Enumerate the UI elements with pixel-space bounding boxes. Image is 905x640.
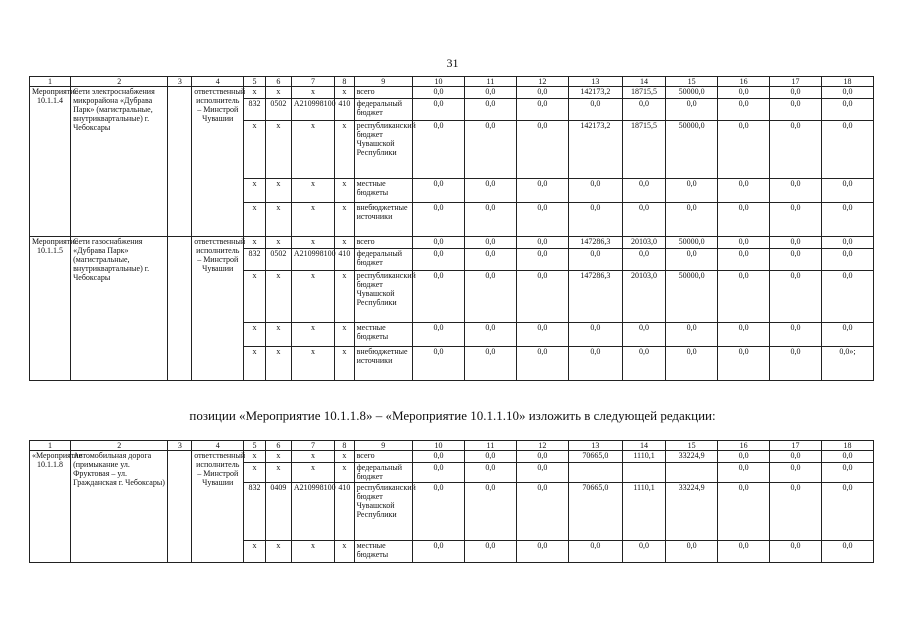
value-cell: 0,0 — [413, 121, 465, 179]
value-cell: 0,0 — [413, 249, 465, 271]
code-cell: x — [244, 87, 266, 99]
table-row — [30, 87, 874, 99]
code-cell: x — [291, 237, 334, 249]
table-row — [30, 237, 874, 249]
value-cell: 0,0 — [770, 179, 822, 203]
value-cell: 0,0 — [622, 347, 665, 381]
value-cell: 0,0 — [822, 99, 874, 121]
code-cell: x — [291, 463, 334, 483]
header-cell: 2 — [71, 441, 168, 451]
code-cell: x — [291, 323, 334, 347]
value-cell: 0,0 — [413, 463, 465, 483]
value-cell: 0,0 — [568, 179, 622, 203]
source-cell: местные бюджеты — [354, 541, 412, 563]
value-cell: 0,0 — [516, 179, 568, 203]
header-cell: 3 — [168, 441, 192, 451]
value-cell: 0,0 — [770, 203, 822, 237]
code-cell: x — [265, 203, 291, 237]
value-cell: 0,0 — [718, 249, 770, 271]
value-cell — [568, 463, 622, 483]
header-cell: 6 — [265, 77, 291, 87]
source-cell: всего — [354, 87, 412, 99]
budget-table-1 — [29, 76, 874, 381]
code-cell: x — [244, 347, 266, 381]
header-cell: 15 — [666, 77, 718, 87]
value-cell: 0,0 — [568, 99, 622, 121]
value-cell: 0,0 — [718, 121, 770, 179]
value-cell: 0,0 — [770, 121, 822, 179]
value-cell: 18715,5 — [622, 87, 665, 99]
budget-table-2 — [29, 440, 874, 563]
value-cell: 0,0 — [413, 451, 465, 463]
value-cell: 0,0 — [718, 323, 770, 347]
source-cell: внебюджетные источники — [354, 347, 412, 381]
value-cell: 0,0 — [516, 87, 568, 99]
value-cell: 1110,1 — [622, 451, 665, 463]
header-cell: 17 — [770, 77, 822, 87]
header-cell: 5 — [244, 441, 266, 451]
code-cell: A210998100 — [291, 249, 334, 271]
value-cell: 0,0 — [464, 451, 516, 463]
value-cell: 0,0 — [666, 179, 718, 203]
code-cell: x — [291, 541, 334, 563]
code-cell: x — [244, 271, 266, 323]
code-cell: 0502 — [265, 99, 291, 121]
source-cell: внебюджетные источники — [354, 203, 412, 237]
value-cell: 0,0 — [622, 179, 665, 203]
code-cell: x — [291, 179, 334, 203]
value-cell: 0,0»; — [822, 347, 874, 381]
code-cell: x — [291, 87, 334, 99]
value-cell: 0,0 — [718, 271, 770, 323]
code-cell: 0409 — [265, 483, 291, 541]
code-cell: x — [335, 541, 354, 563]
value-cell: 0,0 — [822, 463, 874, 483]
header-cell: 16 — [718, 77, 770, 87]
source-cell: федеральный бюджет — [354, 99, 412, 121]
code-cell: x — [244, 121, 266, 179]
value-cell: 0,0 — [516, 451, 568, 463]
header-cell: 3 — [168, 77, 192, 87]
value-cell: 147286,3 — [568, 271, 622, 323]
code-cell: x — [265, 179, 291, 203]
code-cell: x — [244, 179, 266, 203]
header-cell: 7 — [291, 77, 334, 87]
responsible-cell: ответственный исполнитель – Минстрой Чувашии — [192, 87, 244, 237]
value-cell: 0,0 — [568, 541, 622, 563]
value-cell: 0,0 — [770, 451, 822, 463]
code-cell: x — [244, 541, 266, 563]
code-cell: A210998100 — [291, 483, 334, 541]
header-cell: 9 — [354, 77, 412, 87]
header-cell: 9 — [354, 441, 412, 451]
value-cell: 33224,9 — [666, 483, 718, 541]
header-cell: 18 — [822, 77, 874, 87]
value-cell: 0,0 — [516, 483, 568, 541]
value-cell: 50000,0 — [666, 121, 718, 179]
empty-cell — [168, 237, 192, 381]
value-cell: 50000,0 — [666, 237, 718, 249]
empty-cell — [168, 87, 192, 237]
value-cell: 0,0 — [464, 87, 516, 99]
table-row — [30, 451, 874, 463]
value-cell — [666, 463, 718, 483]
value-cell: 0,0 — [622, 541, 665, 563]
value-cell: 0,0 — [770, 99, 822, 121]
value-cell: 0,0 — [718, 483, 770, 541]
code-cell: x — [335, 271, 354, 323]
value-cell: 0,0 — [464, 249, 516, 271]
value-cell: 0,0 — [516, 121, 568, 179]
value-cell: 0,0 — [413, 179, 465, 203]
value-cell: 0,0 — [822, 271, 874, 323]
code-cell: x — [291, 451, 334, 463]
value-cell: 0,0 — [718, 451, 770, 463]
measure-cell: Мероприятие 10.1.1.4 — [30, 87, 71, 237]
header-cell: 4 — [192, 77, 244, 87]
value-cell: 0,0 — [568, 249, 622, 271]
value-cell: 0,0 — [718, 463, 770, 483]
value-cell: 0,0 — [413, 347, 465, 381]
value-cell: 20103,0 — [622, 271, 665, 323]
code-cell: x — [335, 347, 354, 381]
value-cell: 0,0 — [770, 483, 822, 541]
header-cell: 12 — [516, 77, 568, 87]
value-cell: 0,0 — [822, 249, 874, 271]
value-cell: 1110,1 — [622, 483, 665, 541]
header-cell: 2 — [71, 77, 168, 87]
value-cell: 0,0 — [718, 87, 770, 99]
source-cell: республиканский бюджет Чувашской Республики — [354, 121, 412, 179]
header-cell: 14 — [622, 441, 665, 451]
header-cell: 12 — [516, 441, 568, 451]
value-cell: 0,0 — [413, 271, 465, 323]
code-cell: 832 — [244, 249, 266, 271]
header-cell: 13 — [568, 77, 622, 87]
value-cell: 0,0 — [666, 99, 718, 121]
header-cell: 1 — [30, 77, 71, 87]
value-cell: 33224,9 — [666, 451, 718, 463]
code-cell: x — [265, 463, 291, 483]
value-cell: 50000,0 — [666, 271, 718, 323]
value-cell: 0,0 — [770, 249, 822, 271]
code-cell: x — [335, 463, 354, 483]
value-cell: 0,0 — [718, 347, 770, 381]
value-cell: 0,0 — [568, 323, 622, 347]
code-cell: 832 — [244, 483, 266, 541]
value-cell: 0,0 — [516, 271, 568, 323]
code-cell: x — [265, 121, 291, 179]
code-cell: 410 — [335, 483, 354, 541]
code-cell: x — [244, 203, 266, 237]
code-cell: x — [291, 121, 334, 179]
code-cell: x — [244, 323, 266, 347]
value-cell: 18715,5 — [622, 121, 665, 179]
code-cell: x — [265, 87, 291, 99]
source-cell: местные бюджеты — [354, 323, 412, 347]
value-cell: 0,0 — [516, 541, 568, 563]
value-cell: 0,0 — [568, 203, 622, 237]
value-cell: 0,0 — [718, 541, 770, 563]
code-cell: x — [265, 323, 291, 347]
value-cell: 0,0 — [666, 249, 718, 271]
header-cell: 13 — [568, 441, 622, 451]
header-cell: 6 — [265, 441, 291, 451]
header-row — [30, 77, 874, 87]
value-cell: 0,0 — [464, 323, 516, 347]
value-cell: 142173,2 — [568, 121, 622, 179]
header-cell: 1 — [30, 441, 71, 451]
value-cell: 0,0 — [822, 237, 874, 249]
code-cell: x — [265, 237, 291, 249]
value-cell: 0,0 — [770, 87, 822, 99]
value-cell: 0,0 — [622, 323, 665, 347]
value-cell: 0,0 — [822, 87, 874, 99]
value-cell: 0,0 — [516, 463, 568, 483]
source-cell: республиканский бюджет Чувашской Республики — [354, 483, 412, 541]
value-cell: 0,0 — [413, 99, 465, 121]
code-cell: x — [265, 451, 291, 463]
value-cell: 0,0 — [718, 203, 770, 237]
code-cell: x — [244, 463, 266, 483]
value-cell: 0,0 — [770, 463, 822, 483]
value-cell: 0,0 — [822, 483, 874, 541]
value-cell: 0,0 — [718, 237, 770, 249]
value-cell: 0,0 — [822, 541, 874, 563]
header-cell: 18 — [822, 441, 874, 451]
value-cell: 0,0 — [622, 249, 665, 271]
value-cell: 20103,0 — [622, 237, 665, 249]
source-cell: всего — [354, 237, 412, 249]
value-cell: 0,0 — [413, 483, 465, 541]
value-cell: 0,0 — [464, 121, 516, 179]
value-cell: 0,0 — [718, 99, 770, 121]
code-cell: x — [335, 121, 354, 179]
value-cell: 0,0 — [464, 99, 516, 121]
code-cell: x — [291, 347, 334, 381]
code-cell: 832 — [244, 99, 266, 121]
code-cell: x — [265, 347, 291, 381]
value-cell: 0,0 — [666, 323, 718, 347]
value-cell: 50000,0 — [666, 87, 718, 99]
header-cell: 15 — [666, 441, 718, 451]
value-cell: 0,0 — [516, 237, 568, 249]
value-cell: 0,0 — [516, 249, 568, 271]
value-cell: 0,0 — [464, 541, 516, 563]
value-cell: 0,0 — [622, 99, 665, 121]
header-cell: 14 — [622, 77, 665, 87]
code-cell: 0502 — [265, 249, 291, 271]
code-cell: x — [291, 271, 334, 323]
code-cell: x — [265, 271, 291, 323]
responsible-cell: ответственный исполнитель – Минстрой Чувашии — [192, 237, 244, 381]
header-cell: 11 — [464, 441, 516, 451]
source-cell: местные бюджеты — [354, 179, 412, 203]
code-cell: A210998100 — [291, 99, 334, 121]
header-cell: 8 — [335, 441, 354, 451]
code-cell: x — [291, 203, 334, 237]
measure-cell: Мероприятие 10.1.1.5 — [30, 237, 71, 381]
code-cell: x — [335, 323, 354, 347]
value-cell: 0,0 — [464, 483, 516, 541]
value-cell: 0,0 — [666, 347, 718, 381]
measure-cell: «Мероприятие 10.1.1.8 — [30, 451, 71, 563]
code-cell: x — [335, 87, 354, 99]
header-cell: 17 — [770, 441, 822, 451]
code-cell: x — [244, 451, 266, 463]
header-cell: 7 — [291, 441, 334, 451]
source-cell: республиканский бюджет Чувашской Республики — [354, 271, 412, 323]
object-cell: Автомобильная дорога (примыкание ул. Фруктовая – ул. Гражданская г. Чебоксары) — [71, 451, 168, 563]
code-cell: x — [335, 179, 354, 203]
value-cell: 0,0 — [770, 541, 822, 563]
header-row — [30, 441, 874, 451]
value-cell: 0,0 — [770, 237, 822, 249]
value-cell: 0,0 — [666, 203, 718, 237]
value-cell: 0,0 — [822, 451, 874, 463]
value-cell — [622, 463, 665, 483]
value-cell: 0,0 — [464, 463, 516, 483]
code-cell: 410 — [335, 249, 354, 271]
responsible-cell: ответственный исполнитель – Минстрой Чувашии — [192, 451, 244, 563]
header-cell: 11 — [464, 77, 516, 87]
code-cell: x — [265, 541, 291, 563]
header-cell: 4 — [192, 441, 244, 451]
value-cell: 0,0 — [413, 203, 465, 237]
value-cell: 70665,0 — [568, 483, 622, 541]
value-cell: 0,0 — [464, 203, 516, 237]
source-cell: федеральный бюджет — [354, 463, 412, 483]
value-cell: 0,0 — [718, 179, 770, 203]
object-cell: Сети газоснабжения «Дубрава Парк» (магистральные, внутриквартальные) г. Чебоксары — [71, 237, 168, 381]
value-cell: 0,0 — [516, 347, 568, 381]
value-cell: 0,0 — [413, 541, 465, 563]
page-number: 31 — [446, 56, 459, 70]
value-cell: 0,0 — [413, 237, 465, 249]
value-cell: 0,0 — [770, 323, 822, 347]
value-cell: 0,0 — [413, 323, 465, 347]
value-cell: 0,0 — [413, 87, 465, 99]
header-cell: 5 — [244, 77, 266, 87]
value-cell: 0,0 — [822, 323, 874, 347]
value-cell: 0,0 — [516, 99, 568, 121]
value-cell: 70665,0 — [568, 451, 622, 463]
value-cell: 0,0 — [516, 323, 568, 347]
value-cell: 0,0 — [516, 203, 568, 237]
header-cell: 16 — [718, 441, 770, 451]
code-cell: x — [335, 237, 354, 249]
instruction-text: позиции «Мероприятие 10.1.1.8» – «Мероприятие 10.1.1.10» изложить в следующей редакции: — [189, 408, 716, 423]
value-cell: 0,0 — [464, 237, 516, 249]
value-cell: 0,0 — [770, 347, 822, 381]
object-cell: Сети электроснабжения микрорайона «Дубрава Парк» (магистральные, внутриквартальные) г. Чебоксары — [71, 87, 168, 237]
value-cell: 0,0 — [622, 203, 665, 237]
value-cell: 0,0 — [568, 347, 622, 381]
header-cell: 10 — [413, 77, 465, 87]
value-cell: 0,0 — [770, 271, 822, 323]
value-cell: 142173,2 — [568, 87, 622, 99]
header-cell: 8 — [335, 77, 354, 87]
code-cell: x — [244, 237, 266, 249]
source-cell: всего — [354, 451, 412, 463]
value-cell: 0,0 — [822, 121, 874, 179]
value-cell: 0,0 — [666, 541, 718, 563]
code-cell: x — [335, 451, 354, 463]
empty-cell — [168, 451, 192, 563]
value-cell: 147286,3 — [568, 237, 622, 249]
value-cell: 0,0 — [822, 203, 874, 237]
value-cell: 0,0 — [464, 347, 516, 381]
value-cell: 0,0 — [822, 179, 874, 203]
source-cell: федеральный бюджет — [354, 249, 412, 271]
code-cell: x — [335, 203, 354, 237]
value-cell: 0,0 — [464, 179, 516, 203]
code-cell: 410 — [335, 99, 354, 121]
value-cell: 0,0 — [464, 271, 516, 323]
header-cell: 10 — [413, 441, 465, 451]
